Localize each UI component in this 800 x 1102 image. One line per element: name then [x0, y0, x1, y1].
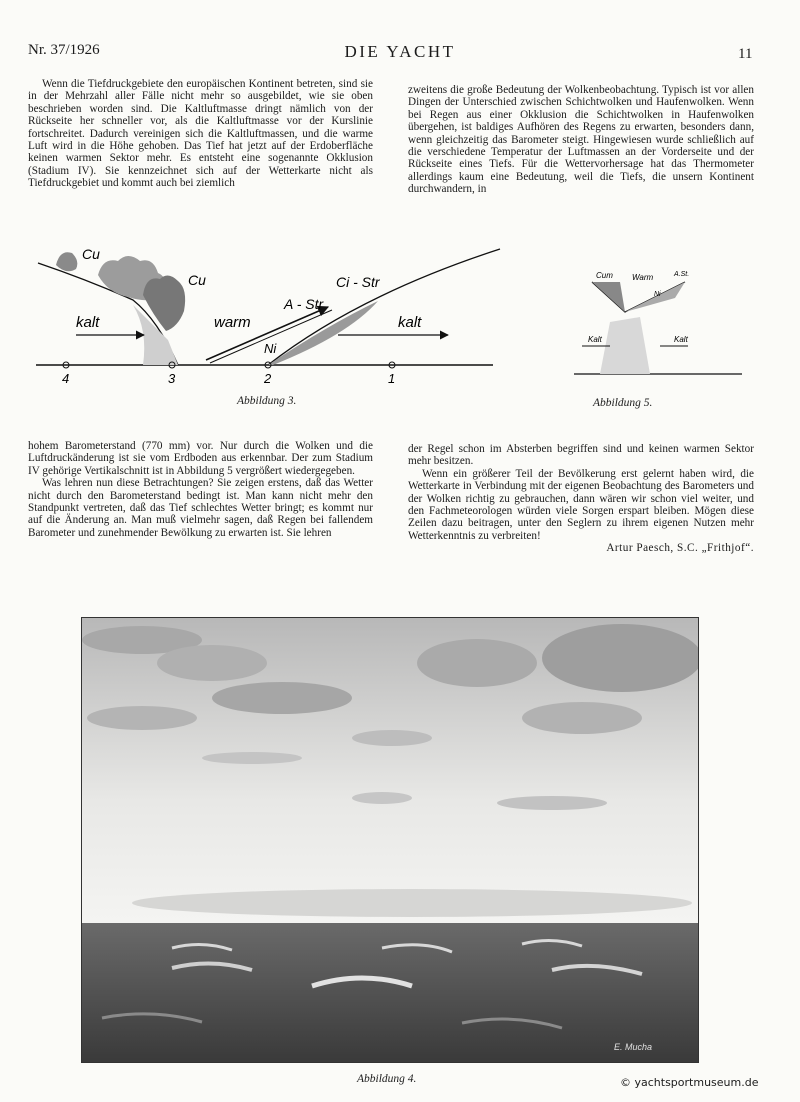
figure-5-diagram — [570, 262, 750, 382]
label-kalt: kalt — [398, 314, 422, 331]
label-ci-str: Ci - Str — [336, 274, 380, 290]
paragraph: der Regel schon im Absterben begriffen sind und keinen warmen Sektor mehr besitzen. — [408, 443, 754, 468]
sea — [82, 923, 698, 1062]
text-column-top-left — [28, 78, 373, 190]
text-column-top-right — [408, 84, 754, 196]
paragraph: Wenn ein größerer Teil der Bevölkerung erst gelernt haben wird, die Wetterkarte in Verbindung mit der eigenen Beobachtung des Barometers und der Wolken richtig zu gebrauchen, dann wären wir schon viel weiter, und den Fachmeteorologen würden viele Sorgen erspart bleiben. Mögen diese Zeilen dazu beitragen, unter den Seglern zu ihrem eigenen Nutzen mehr Wetterkenntnis zu verbreiten! — [408, 467, 754, 542]
label-warm: warm — [214, 314, 251, 331]
cloud — [522, 702, 642, 734]
cloud — [157, 645, 267, 681]
text-column-bottom-right — [408, 443, 754, 555]
label-kalt: Kalt — [588, 335, 602, 344]
page-number: 11 — [738, 46, 753, 62]
label-ni: Ni — [654, 291, 661, 298]
figure-3-diagram — [28, 235, 508, 395]
label-warm: Warm — [632, 273, 654, 282]
magazine-title: DIE YACHT — [344, 42, 456, 61]
label-cu: Cu — [82, 246, 100, 262]
text-column-bottom-left — [28, 440, 373, 539]
station-label: 3 — [168, 371, 176, 386]
station-label: 4 — [62, 371, 70, 386]
paragraph: Wenn die Tiefdruckgebiete den europäischen Kontinent betreten, sind sie in der Mehrzahl aller Fälle nicht mehr so ausgebildet, wie sie oben beschrieben worden sind. Die Kaltluftmasse dringt nämlich von der Rückseite her schneller vor, als die Kaltluftmasse vor der Kurslinie fortschreitet. Dadurch vereinigen sich die Kaltluftmassen, und die warme Luft wird in die Höhe gehoben. Das Tief hat jetzt auf der Erdoberfläche keinen warmen Sektor mehr. Es entsteht eine sogenannte Okklusion (Stadium IV). Sie kennzeichnet sich auf der Wetterkarte nicht als Tiefdruckgebiet und kommt auch bei ziemlich — [28, 78, 373, 190]
figure-3-caption: Abbildung 3. — [237, 395, 297, 407]
label-ni: Ni — [264, 341, 277, 356]
paragraph: Was lehren nun diese Betrachtungen? Sie zeigen erstens, daß das Wetter nicht durch den Barometerstand bedingt ist. Man kann nicht mehr den Standpunkt vertreten, daß das Tief schlechtes Wetter bringt; es kommt nur auf die Änderung an. Man muß vielmehr sagen, daß Regen bei fallendem Barometer und zunehmender Bewölkung zu erwarten ist. Sie lehren — [28, 477, 373, 539]
label-cu: Cu — [188, 272, 206, 288]
cloud — [87, 706, 197, 730]
cloud — [352, 792, 412, 804]
watermark: © yachtsportmuseum.de — [620, 1076, 759, 1089]
paragraph: zweitens die große Bedeutung der Wolkenbeobachtung. Typisch ist vor allen Dingen der Unterschied zwischen Schichtwolken und Haufenwolken. Wenn bei Regen aus einer Okklusion die Schichtwolken in Haufenwolken übergehen, ist baldiges Aufhören des Regens zu erwarten, besonders dann, wenn gleichzeitig das Barometer steigt. Hingewiesen wurde schließlich auf die verschiedene Temperatur der Luftmassen an der Vorderseite und der Rückseite eines Tiefs. Für die Wettervorhersage hat das Thermometer allerdings kaum eine Bedeutung, weil die Tiefs, die unsern Kontinent durchwandern, in — [408, 84, 754, 196]
station-label: 2 — [264, 371, 272, 386]
label-kalt: Kalt — [674, 335, 688, 344]
author-signature: Artur Paesch, S.C. „Frithjof“. — [606, 542, 754, 555]
label-a-st: A.St. — [674, 271, 690, 278]
paragraph: hohem Barometerstand (770 mm) vor. Nur durch die Wolken und die Luftdruckänderung ist sie vom Erdboden aus erkennbar. Der zum Stadium IV gehörige Vertikalschnitt ist in Abbildung 5 vergrößert wiedergegeben. — [28, 440, 373, 477]
painter-signature: E. Mucha — [614, 1042, 653, 1052]
station-label: 1 — [388, 371, 396, 386]
horizon-clouds — [132, 889, 692, 917]
seascape-illustration — [82, 618, 698, 1062]
figure-5-caption: Abbildung 5. — [593, 397, 653, 409]
label-cum: Cum — [596, 271, 613, 280]
cloud — [497, 796, 607, 810]
cloud — [352, 730, 432, 746]
cloud — [417, 639, 537, 687]
cloud — [542, 624, 698, 692]
figure-4-painting — [81, 617, 699, 1063]
cloud — [202, 752, 302, 764]
figure-4-caption: Abbildung 4. — [357, 1073, 417, 1085]
label-a-str: A - Str — [284, 296, 324, 312]
label-kalt: kalt — [76, 314, 100, 331]
cloud — [212, 682, 352, 714]
cloud-shape — [56, 252, 77, 271]
issue-number: Nr. 37/1926 — [28, 42, 100, 58]
